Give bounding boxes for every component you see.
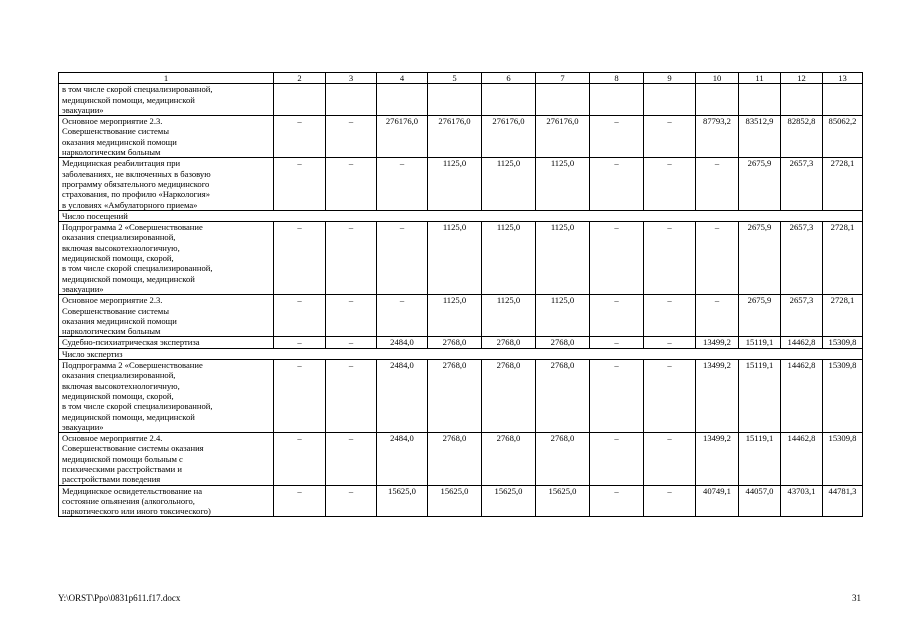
value-cell: – [644, 485, 696, 517]
value-cell: 1125,0 [536, 222, 590, 295]
value-cell: 2768,0 [428, 433, 482, 485]
value-cell: – [274, 337, 326, 348]
page-number: 31 [852, 593, 861, 603]
value-cell: – [696, 158, 739, 210]
table-row [59, 158, 863, 210]
row-description-cell: Подпрограмма 2 «Совершенствование оказания специализированной, включая высокотехнологичную, медицинской помощи, скорой, в том числе скорой специализированной, медицинской помощи, медицинской эвакуации» [59, 222, 274, 295]
value-cell: 2657,3 [781, 158, 823, 210]
section-row [59, 348, 863, 359]
value-cell [781, 84, 823, 116]
budget-table [58, 72, 863, 517]
column-number-header: 3 [326, 73, 377, 84]
value-cell: – [377, 295, 428, 337]
value-cell: – [274, 485, 326, 517]
value-cell: 2728,1 [823, 158, 863, 210]
value-cell: 2768,0 [536, 433, 590, 485]
value-cell: – [274, 158, 326, 210]
value-cell: 14462,8 [781, 337, 823, 348]
column-number-header: 9 [644, 73, 696, 84]
value-cell: – [326, 360, 377, 433]
value-cell: 13499,2 [696, 360, 739, 433]
value-cell: 2768,0 [482, 433, 536, 485]
value-cell: 2768,0 [482, 360, 536, 433]
value-cell: – [326, 116, 377, 158]
value-cell: – [644, 337, 696, 348]
value-cell: – [644, 222, 696, 295]
value-cell: – [377, 158, 428, 210]
table-row [59, 360, 863, 433]
value-cell: – [326, 485, 377, 517]
row-description-cell: Медицинское освидетельствование на состояние опьянения (алкогольного, наркотического или иного токсического) [59, 485, 274, 517]
value-cell: 2728,1 [823, 295, 863, 337]
row-description-cell: в том числе скорой специализированной, медицинской помощи, медицинской эвакуации» [59, 84, 274, 116]
value-cell: – [274, 222, 326, 295]
value-cell: 1125,0 [482, 158, 536, 210]
value-cell [482, 84, 536, 116]
value-cell: – [590, 158, 644, 210]
value-cell: 1125,0 [482, 295, 536, 337]
value-cell [739, 84, 781, 116]
value-cell: 14462,8 [781, 433, 823, 485]
value-cell: 83512,9 [739, 116, 781, 158]
value-cell: 15309,8 [823, 337, 863, 348]
value-cell: – [377, 222, 428, 295]
table-row [59, 84, 863, 116]
value-cell: 44057,0 [739, 485, 781, 517]
value-cell [274, 84, 326, 116]
section-row [59, 210, 863, 221]
table-row [59, 337, 863, 348]
row-description-cell: Медицинская реабилитация при заболеваниях, не включенных в базовую программу обязательного медицинского страхования, по профилю «Наркология» в условиях «Амбулаторного приема» [59, 158, 274, 210]
value-cell: 15119,1 [739, 337, 781, 348]
value-cell: 1125,0 [536, 295, 590, 337]
value-cell: 85062,2 [823, 116, 863, 158]
column-number-header: 12 [781, 73, 823, 84]
value-cell: – [644, 295, 696, 337]
value-cell: – [274, 433, 326, 485]
value-cell [326, 84, 377, 116]
value-cell: 44781,3 [823, 485, 863, 517]
value-cell: – [590, 433, 644, 485]
value-cell: 2657,3 [781, 222, 823, 295]
column-number-header: 8 [590, 73, 644, 84]
value-cell: – [644, 360, 696, 433]
value-cell: 2728,1 [823, 222, 863, 295]
value-cell: 13499,2 [696, 337, 739, 348]
value-cell: 15309,8 [823, 433, 863, 485]
row-description-cell: Основное мероприятие 2.4. Совершенствование системы оказания медицинской помощи больным с психическими расстройствами и расстройствами поведения [59, 433, 274, 485]
value-cell: – [274, 116, 326, 158]
value-cell: 15625,0 [428, 485, 482, 517]
column-number-header: 5 [428, 73, 482, 84]
table-row [59, 433, 863, 485]
value-cell: 1125,0 [536, 158, 590, 210]
value-cell: – [644, 158, 696, 210]
value-cell: – [590, 295, 644, 337]
value-cell: 2484,0 [377, 337, 428, 348]
value-cell: 2484,0 [377, 433, 428, 485]
value-cell: 2768,0 [428, 360, 482, 433]
value-cell: 1125,0 [482, 222, 536, 295]
footer-file-path: Y:\ORST\Ppo\0831p611.f17.docx [58, 593, 181, 603]
column-number-header: 6 [482, 73, 536, 84]
table-header-row [59, 73, 863, 84]
value-cell: – [274, 295, 326, 337]
value-cell: 15625,0 [377, 485, 428, 517]
value-cell: 2657,3 [781, 295, 823, 337]
value-cell: – [590, 116, 644, 158]
value-cell: 2675,9 [739, 222, 781, 295]
column-number-header: 13 [823, 73, 863, 84]
row-description-cell: Основное мероприятие 2.3. Совершенствование системы оказания медицинской помощи наркологическим больным [59, 116, 274, 158]
value-cell: – [696, 222, 739, 295]
value-cell [696, 84, 739, 116]
value-cell: 43703,1 [781, 485, 823, 517]
column-number-header: 1 [59, 73, 274, 84]
value-cell: – [326, 337, 377, 348]
column-number-header: 11 [739, 73, 781, 84]
value-cell [590, 84, 644, 116]
table-row [59, 485, 863, 517]
value-cell: – [326, 433, 377, 485]
value-cell: – [326, 295, 377, 337]
value-cell: 15119,1 [739, 433, 781, 485]
table-row [59, 116, 863, 158]
value-cell: – [644, 433, 696, 485]
value-cell: – [644, 116, 696, 158]
value-cell: 2768,0 [482, 337, 536, 348]
value-cell: 1125,0 [428, 222, 482, 295]
value-cell: 14462,8 [781, 360, 823, 433]
row-description-cell: Подпрограмма 2 «Совершенствование оказания специализированной, включая высокотехнологичную, медицинской помощи, скорой, в том числе скорой специализированной, медицинской помощи, медицинской эвакуации» [59, 360, 274, 433]
value-cell: 2768,0 [536, 360, 590, 433]
value-cell: – [696, 295, 739, 337]
table-row [59, 295, 863, 337]
value-cell: – [590, 360, 644, 433]
value-cell [644, 84, 696, 116]
table-row [59, 222, 863, 295]
value-cell: 1125,0 [428, 295, 482, 337]
row-description-cell: Судебно-психиатрическая экспертиза [59, 337, 274, 348]
row-description-cell: Основное мероприятие 2.3. Совершенствование системы оказания медицинской помощи наркологическим больным [59, 295, 274, 337]
value-cell: – [590, 337, 644, 348]
value-cell [536, 84, 590, 116]
value-cell: – [590, 222, 644, 295]
section-label: Число экспертиз [59, 348, 863, 359]
value-cell: 82852,8 [781, 116, 823, 158]
value-cell: – [590, 485, 644, 517]
value-cell: 276176,0 [428, 116, 482, 158]
value-cell: – [274, 360, 326, 433]
value-cell: 13499,2 [696, 433, 739, 485]
value-cell: 15309,8 [823, 360, 863, 433]
column-number-header: 4 [377, 73, 428, 84]
value-cell: 2768,0 [536, 337, 590, 348]
value-cell [823, 84, 863, 116]
value-cell: 1125,0 [428, 158, 482, 210]
table-body [59, 73, 863, 517]
value-cell: 40749,1 [696, 485, 739, 517]
value-cell: 15119,1 [739, 360, 781, 433]
value-cell [428, 84, 482, 116]
value-cell: 87793,2 [696, 116, 739, 158]
column-number-header: 7 [536, 73, 590, 84]
value-cell: 276176,0 [482, 116, 536, 158]
column-number-header: 2 [274, 73, 326, 84]
value-cell: 276176,0 [536, 116, 590, 158]
value-cell: 15625,0 [536, 485, 590, 517]
value-cell: 276176,0 [377, 116, 428, 158]
column-number-header: 10 [696, 73, 739, 84]
value-cell: 2484,0 [377, 360, 428, 433]
value-cell: – [326, 222, 377, 295]
section-label: Число посещений [59, 210, 863, 221]
value-cell: 2675,9 [739, 295, 781, 337]
value-cell: 2768,0 [428, 337, 482, 348]
value-cell [377, 84, 428, 116]
value-cell: – [326, 158, 377, 210]
value-cell: 15625,0 [482, 485, 536, 517]
value-cell: 2675,9 [739, 158, 781, 210]
